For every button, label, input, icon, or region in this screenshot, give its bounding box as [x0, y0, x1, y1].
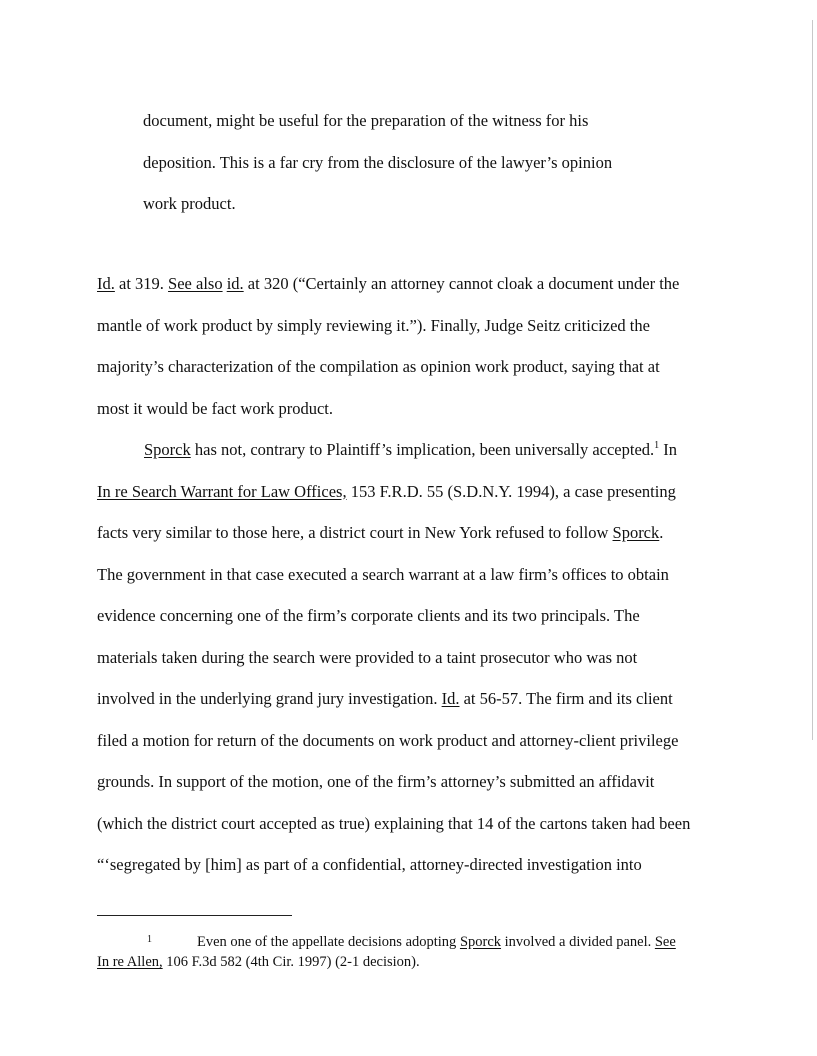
quote-line: work product.: [143, 194, 236, 213]
para2-line-5: evidence concerning one of the firm’s corporate clients and its two principals. The: [97, 606, 640, 625]
para2-line-1: Sporck has not, contrary to Plaintiff’s implication, been universally accepted.$^1$ In: [144, 440, 678, 459]
quote-line: deposition. This is a far cry from the disclosure of the lawyer’s opinion: [143, 152, 613, 172]
case-name-sporck: Sporck: [459, 934, 502, 950]
para2-line-3: facts very similar to those here, a district court in New York refused to follow Sporck.: [97, 523, 664, 542]
para2-line-4: The government in that case executed a search warrant at a law firm’s offices to obtain: [97, 564, 669, 584]
quote-line: document, might be useful for the preparation of the witness for his: [143, 111, 589, 130]
citation-see: See: [654, 934, 676, 950]
para2-line-9: grounds. In support of the motion, one of the firm’s attorney’s submitted an affidavit: [97, 772, 655, 791]
footnote-number: 1: [147, 934, 152, 945]
footnote: [97, 930, 737, 972]
para1-line-1: Id. at 319. See also id. at 320 (“Certainly an attorney cannot cloak a document under the: [97, 274, 680, 293]
para2-line-7: involved in the underlying grand jury investigation. Id. at 56-57. The firm and its client: [97, 689, 673, 708]
para2-line-8: filed a motion for return of the documents on work product and attorney-client privilege: [97, 730, 679, 750]
case-name-search-warrant: In re Search Warrant for Law Offices,: [97, 481, 347, 501]
para2-line-6: materials taken during the search were provided to a taint prosecutor who was not: [97, 647, 638, 667]
case-name-sporck: Sporck: [144, 440, 191, 459]
scan-edge-line: [812, 20, 813, 740]
case-name-sporck: Sporck: [612, 523, 660, 542]
citation-id: Id.: [441, 689, 460, 708]
para1-line-2: mantle of work product by simply reviewing it.”). Finally, Judge Seitz criticized the: [97, 315, 650, 335]
para2-line-11: “‘segregated by [him] as part of a confidential, attorney-directed investigation into: [97, 855, 642, 874]
citation-see-also: See also: [168, 274, 223, 293]
footnote-line-2: In re Allen, 106 F.3d 582 (4th Cir. 1997) (2-1 decision).: [97, 954, 420, 970]
case-name-in-re-allen: In re Allen,: [97, 954, 163, 970]
footnote-divider: [97, 915, 292, 916]
para2-line-10: (which the district court accepted as true) explaining that 14 of the cartons taken had been: [97, 813, 691, 833]
footnote-ref: 1: [654, 440, 660, 451]
citation-id: Id.: [97, 274, 115, 293]
block-quote: [143, 100, 763, 225]
para1-line-4: most it would be fact work product.: [97, 398, 333, 418]
citation-id: id.: [226, 274, 244, 293]
para2-line-2: In re Search Warrant for Law Offices, 153 F.R.D. 55 (S.D.N.Y. 1994), a case presenting: [97, 481, 676, 501]
footnote-line-1: 1 Even one of the appellate decisions adopting Sporck involved a divided panel. See: [97, 930, 737, 952]
para1-line-3: majority’s characterization of the compilation as opinion work product, saying that at: [97, 357, 660, 376]
body-text: [97, 263, 787, 886]
